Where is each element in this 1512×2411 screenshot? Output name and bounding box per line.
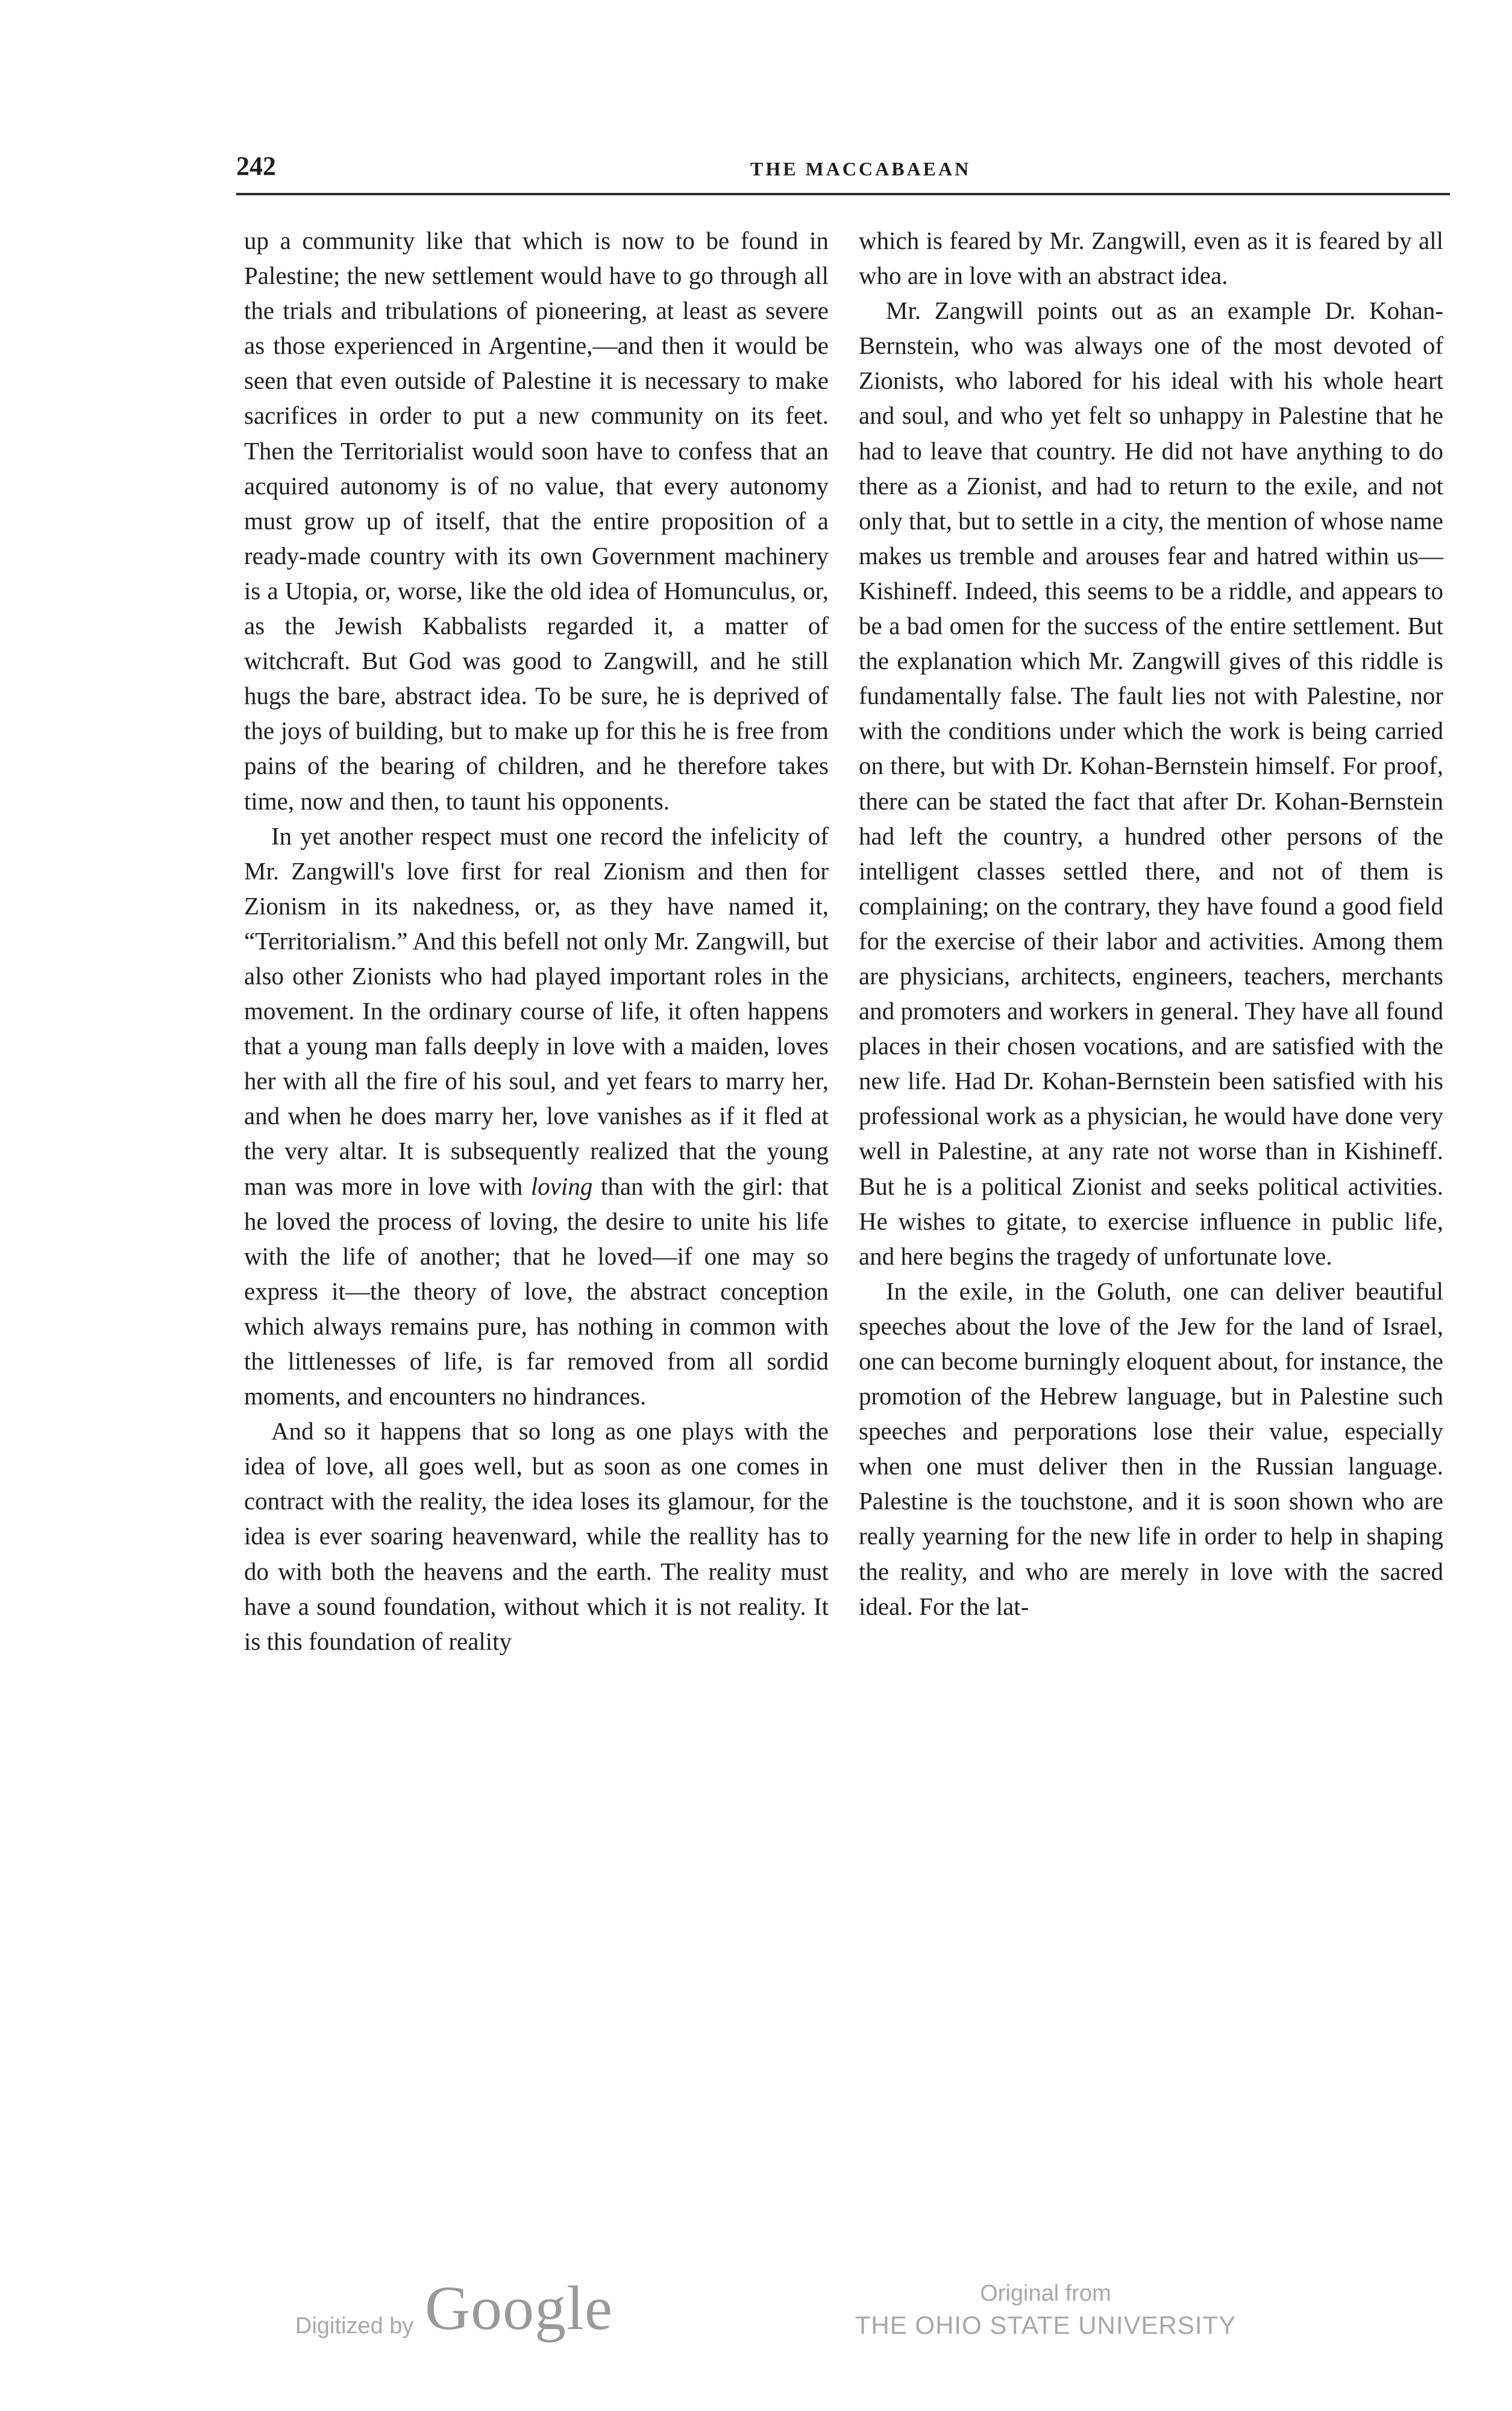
- right-column: [859, 223, 1443, 1624]
- paragraph-text: than with the girl: that he loved the process of loving, the desire to unite his life with the life of another; that he loved—if one may so express it—the theory of love, the abstract conception which always remains pure, has nothing in common with the littlenesses of life, is far removed from all sordid moments, and encounters no hindrances.: [244, 1172, 829, 1410]
- paragraph: Mr. Zangwill points out as an example Dr. Kohan-Bernstein, who was always one of the most devoted of Zionists, who labored for his ideal with his whole heart and soul, and who yet felt so unhappy in Palestine that he had to leave that country. He did not have anything to do there as a Zionist, and had to return to the exile, and not only that, but to settle in a city, the mention of whose name makes us tremble and arouses fear and hatred within us—Kishineff. Indeed, this seems to be a riddle, and appears to be a bad omen for the success of the entire settlement. But the explanation which Mr. Zangwill gives of this riddle is fundamentally false. The fault lies not with Palestine, nor with the conditions under which the work is being carried on there, but with Dr. Kohan-Bernstein himself. For proof, there can be stated the fact that after Dr. Kohan-Bernstein had left the country, a hundred other persons of the intelligent classes settled there, and not of them is complaining; on the contrary, they have found a good field for the exercise of their labor and activities. Among them are physicians, architects, engineers, teachers, merchants and promoters and workers in general. They have all found places in their chosen vocations, and are satisfied with the new life. Had Dr. Kohan-Bernstein been satisfied with his professional work as a physician, he would have done very well in Palestine, at any rate not worse than in Kishineff. But he is a political Zionist and seeks political activities. He wishes to gitate, to exercise influence in public life, and here begins the tragedy of unfortunate love.: [859, 297, 1443, 1270]
- digitized-by-label: Digitized by: [295, 2313, 414, 2339]
- original-from-watermark: [847, 2278, 1244, 2342]
- paragraph: [244, 819, 829, 1414]
- italic-word: loving: [530, 1172, 593, 1200]
- original-from-label: Original from: [980, 2281, 1111, 2306]
- left-column: [244, 223, 829, 1659]
- page-number: 242: [236, 151, 276, 181]
- digitized-by-watermark: [295, 2272, 633, 2351]
- google-logo: Google: [425, 2274, 613, 2343]
- paragraph: up a community like that which is now to be found in Palestine; the new settlement would have to go through all the trials and tribulations of pioneering, at least as severe as those experienced in Argentine,—and then it would be seen that even outside of Palestine it is necessary to make sacrifices in order to put a new community on its feet. Then the Territorialist would soon have to confess that an acquired autonomy is of no value, that every autonomy must grow up of itself, that the entire proposition of a ready-made country with its own Government machinery is a Utopia, or, worse, like the old idea of Homunculus, or, as the Jewish Kabbalists regarded it, a matter of witchcraft. But God was good to Zangwill, and he still hugs the bare, abstract idea. To be sure, he is deprived of the joys of building, but to make up for this he is free from pains of the bearing of children, and he therefore takes time, now and then, to taunt his opponents.: [244, 227, 829, 815]
- paragraph: which is feared by Mr. Zangwill, even as it is feared by all who are in love with an abstract idea.: [859, 227, 1443, 290]
- paragraph: And so it happens that so long as one plays with the idea of love, all goes well, but as soon as one comes in contract with the reality, the idea loses its glamour, for the idea is ever soaring heavenward, while the reallity has to do with both the heavens and the earth. The reality must have a sound foundation, without which it is not reality. It is this foundation of reality: [244, 1417, 829, 1655]
- running-title: THE MACCABAEAN: [750, 158, 971, 180]
- university-name: THE OHIO STATE UNIVERSITY: [855, 2311, 1237, 2339]
- header-rule: [236, 193, 1450, 195]
- paragraph-text: In yet another respect must one record the infelicity of Mr. Zangwill's love first for real Zionism and then for Zionism in its nakedness, or, as they have named it, “Territorialism.” And this befell not only Mr. Zangwill, but also other Zionists who had played important roles in the movement. In the ordinary course of life, it often happens that a young man falls deeply in love with a maiden, loves her with all the fire of his soul, and yet fears to marry her, and when he does marry her, love vanishes as if it fled at the very altar. It is subsequently realized that the young man was more in love with: [244, 822, 829, 1200]
- paragraph: In the exile, in the Goluth, one can deliver beautiful speeches about the love of the Jew for the land of Israel, one can become burningly eloquent about, for instance, the promotion of the Hebrew language, but in Palestine such speeches and perporations lose their value, especially when one must deliver then in the Russian language. Palestine is the touchstone, and it is soon shown who are really yearning for the new life in order to help in shaping the reality, and who are merely in love with the sacred ideal. For the lat-: [859, 1277, 1444, 1620]
